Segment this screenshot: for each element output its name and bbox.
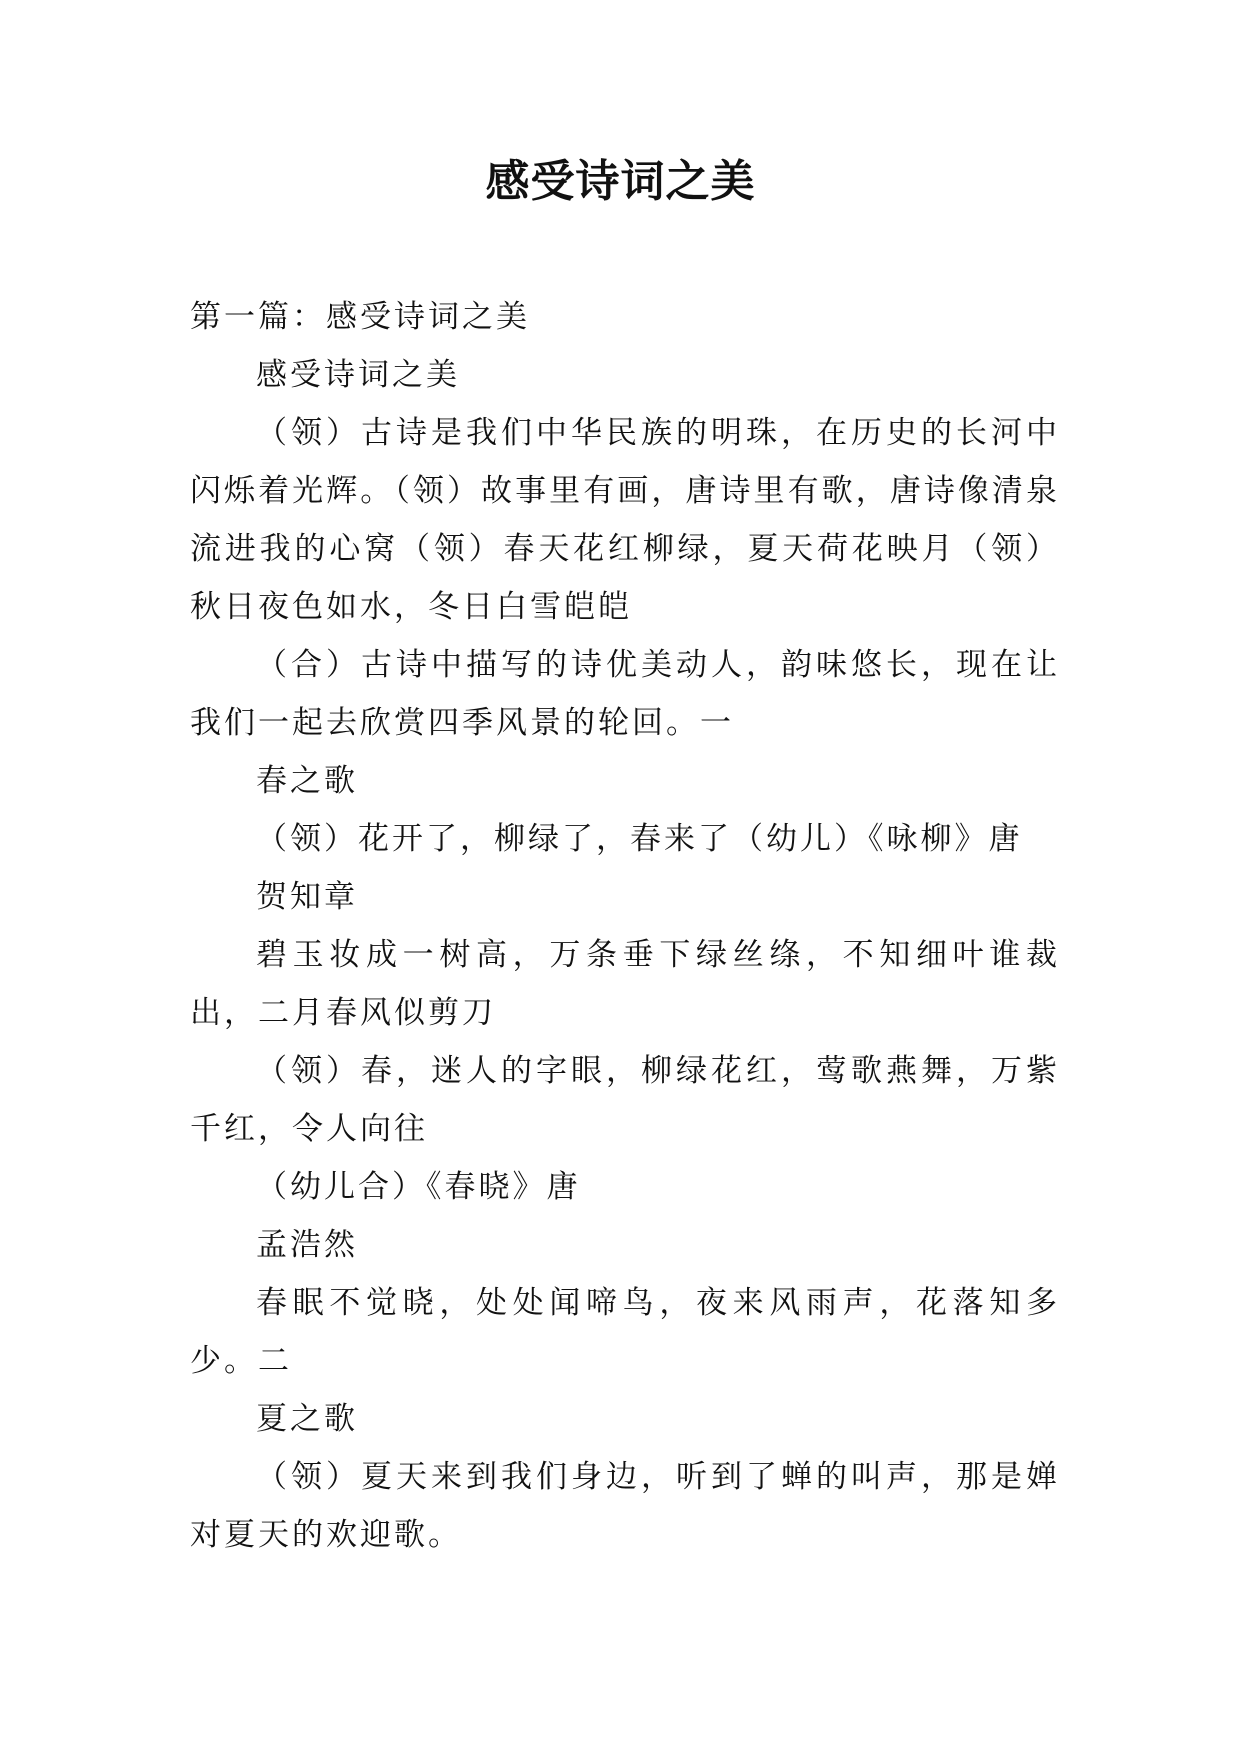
paragraph-13: 夏之歌 <box>256 1401 358 1437</box>
paragraph-10: （幼儿合）《春晓》唐 <box>256 1169 581 1205</box>
paragraph-12: 春眠不觉晓，处处闻啼鸟，夜来风雨声，花落知多少。二 <box>190 1285 1060 1379</box>
page-title: 感受诗词之美 <box>485 156 756 207</box>
paragraph-9: （领）春，迷人的字眼，柳绿花红，莺歌燕舞，万紫千红，令人向往 <box>190 1053 1060 1147</box>
document-body <box>190 288 1060 1564</box>
paragraph-8: 碧玉妆成一树高，万条垂下绿丝绦，不知细叶谁裁出，二月春风似剪刀 <box>190 937 1060 1031</box>
paragraph-3: （领）古诗是我们中华民族的明珠，在历史的长河中闪烁着光辉。（领）故事里有画，唐诗里有歌，唐诗像清泉流进我的心窝（领）春天花红柳绿，夏天荷花映月（领）秋日夜色如水，冬日白雪皑皑 <box>190 415 1060 625</box>
paragraph-4: （合）古诗中描写的诗优美动人，韵味悠长，现在让我们一起去欣赏四季风景的轮回。一 <box>190 647 1060 741</box>
paragraph-6: （领）花开了，柳绿了，春来了（幼儿）《咏柳》唐 <box>256 821 1023 857</box>
paragraph-1: 第一篇：感受诗词之美 <box>190 299 530 335</box>
paragraph-2: 感受诗词之美 <box>256 357 460 393</box>
paragraph-11: 孟浩然 <box>256 1227 358 1263</box>
paragraph-14: （领）夏天来到我们身边，听到了蝉的叫声，那是婵对夏天的欢迎歌。 <box>190 1459 1060 1553</box>
paragraph-7: 贺知章 <box>256 879 358 915</box>
paragraph-5: 春之歌 <box>256 763 358 799</box>
